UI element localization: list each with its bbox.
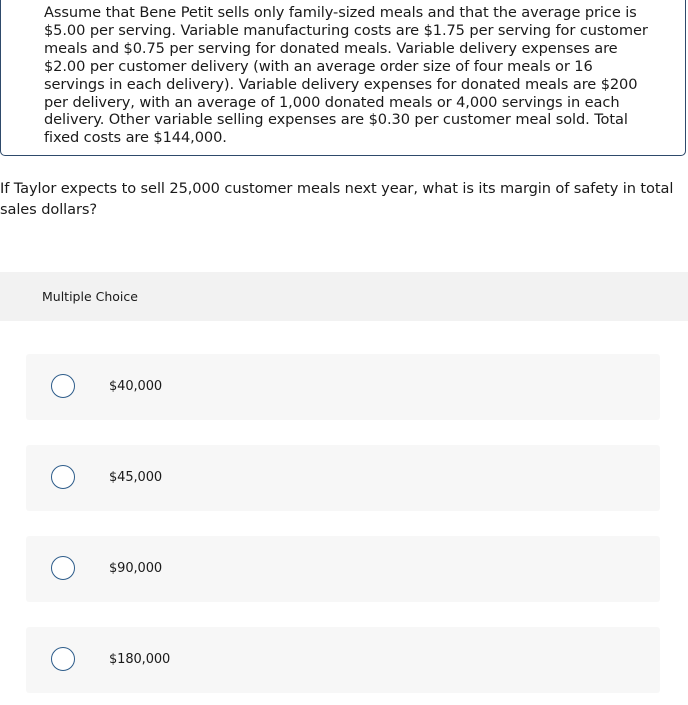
radio-button-icon[interactable] [51, 374, 75, 398]
choice-label: $40,000 [109, 379, 163, 394]
multiple-choice-header [0, 272, 688, 321]
passage-text: Assume that Bene Petit sells only family-sized meals and that the average price is $5.00 per serving. Variable manufacturing costs are $1.75 per serving for customer meals and $0.75 per serving for donated meals. Variable delivery expenses are $2.00 per customer delivery (with an average order size of four meals or 16 servings in each delivery). Variable delivery expenses for donated meals are $200 per delivery, with an average of 1,000 donated meals or 4,000 servings in each delivery. Other variable selling expenses are $0.30 per customer meal sold. Total fixed costs are $144,000. [44, 4, 648, 147]
passage-box [0, 0, 686, 156]
choice-label: $45,000 [109, 470, 163, 485]
choice-option-1[interactable] [26, 354, 660, 420]
choice-label: $180,000 [109, 652, 171, 667]
question-text: If Taylor expects to sell 25,000 customer meals next year, what is its margin of safety in total sales dollars? [0, 180, 674, 218]
choice-option-3[interactable] [26, 536, 660, 602]
choice-label: $90,000 [109, 561, 163, 576]
choice-option-4[interactable] [26, 627, 660, 693]
multiple-choice-label: Multiple Choice [42, 289, 138, 304]
choices-list [0, 321, 688, 705]
radio-button-icon[interactable] [51, 465, 75, 489]
choice-option-2[interactable] [26, 445, 660, 511]
radio-button-icon[interactable] [51, 647, 75, 671]
radio-button-icon[interactable] [51, 556, 75, 580]
